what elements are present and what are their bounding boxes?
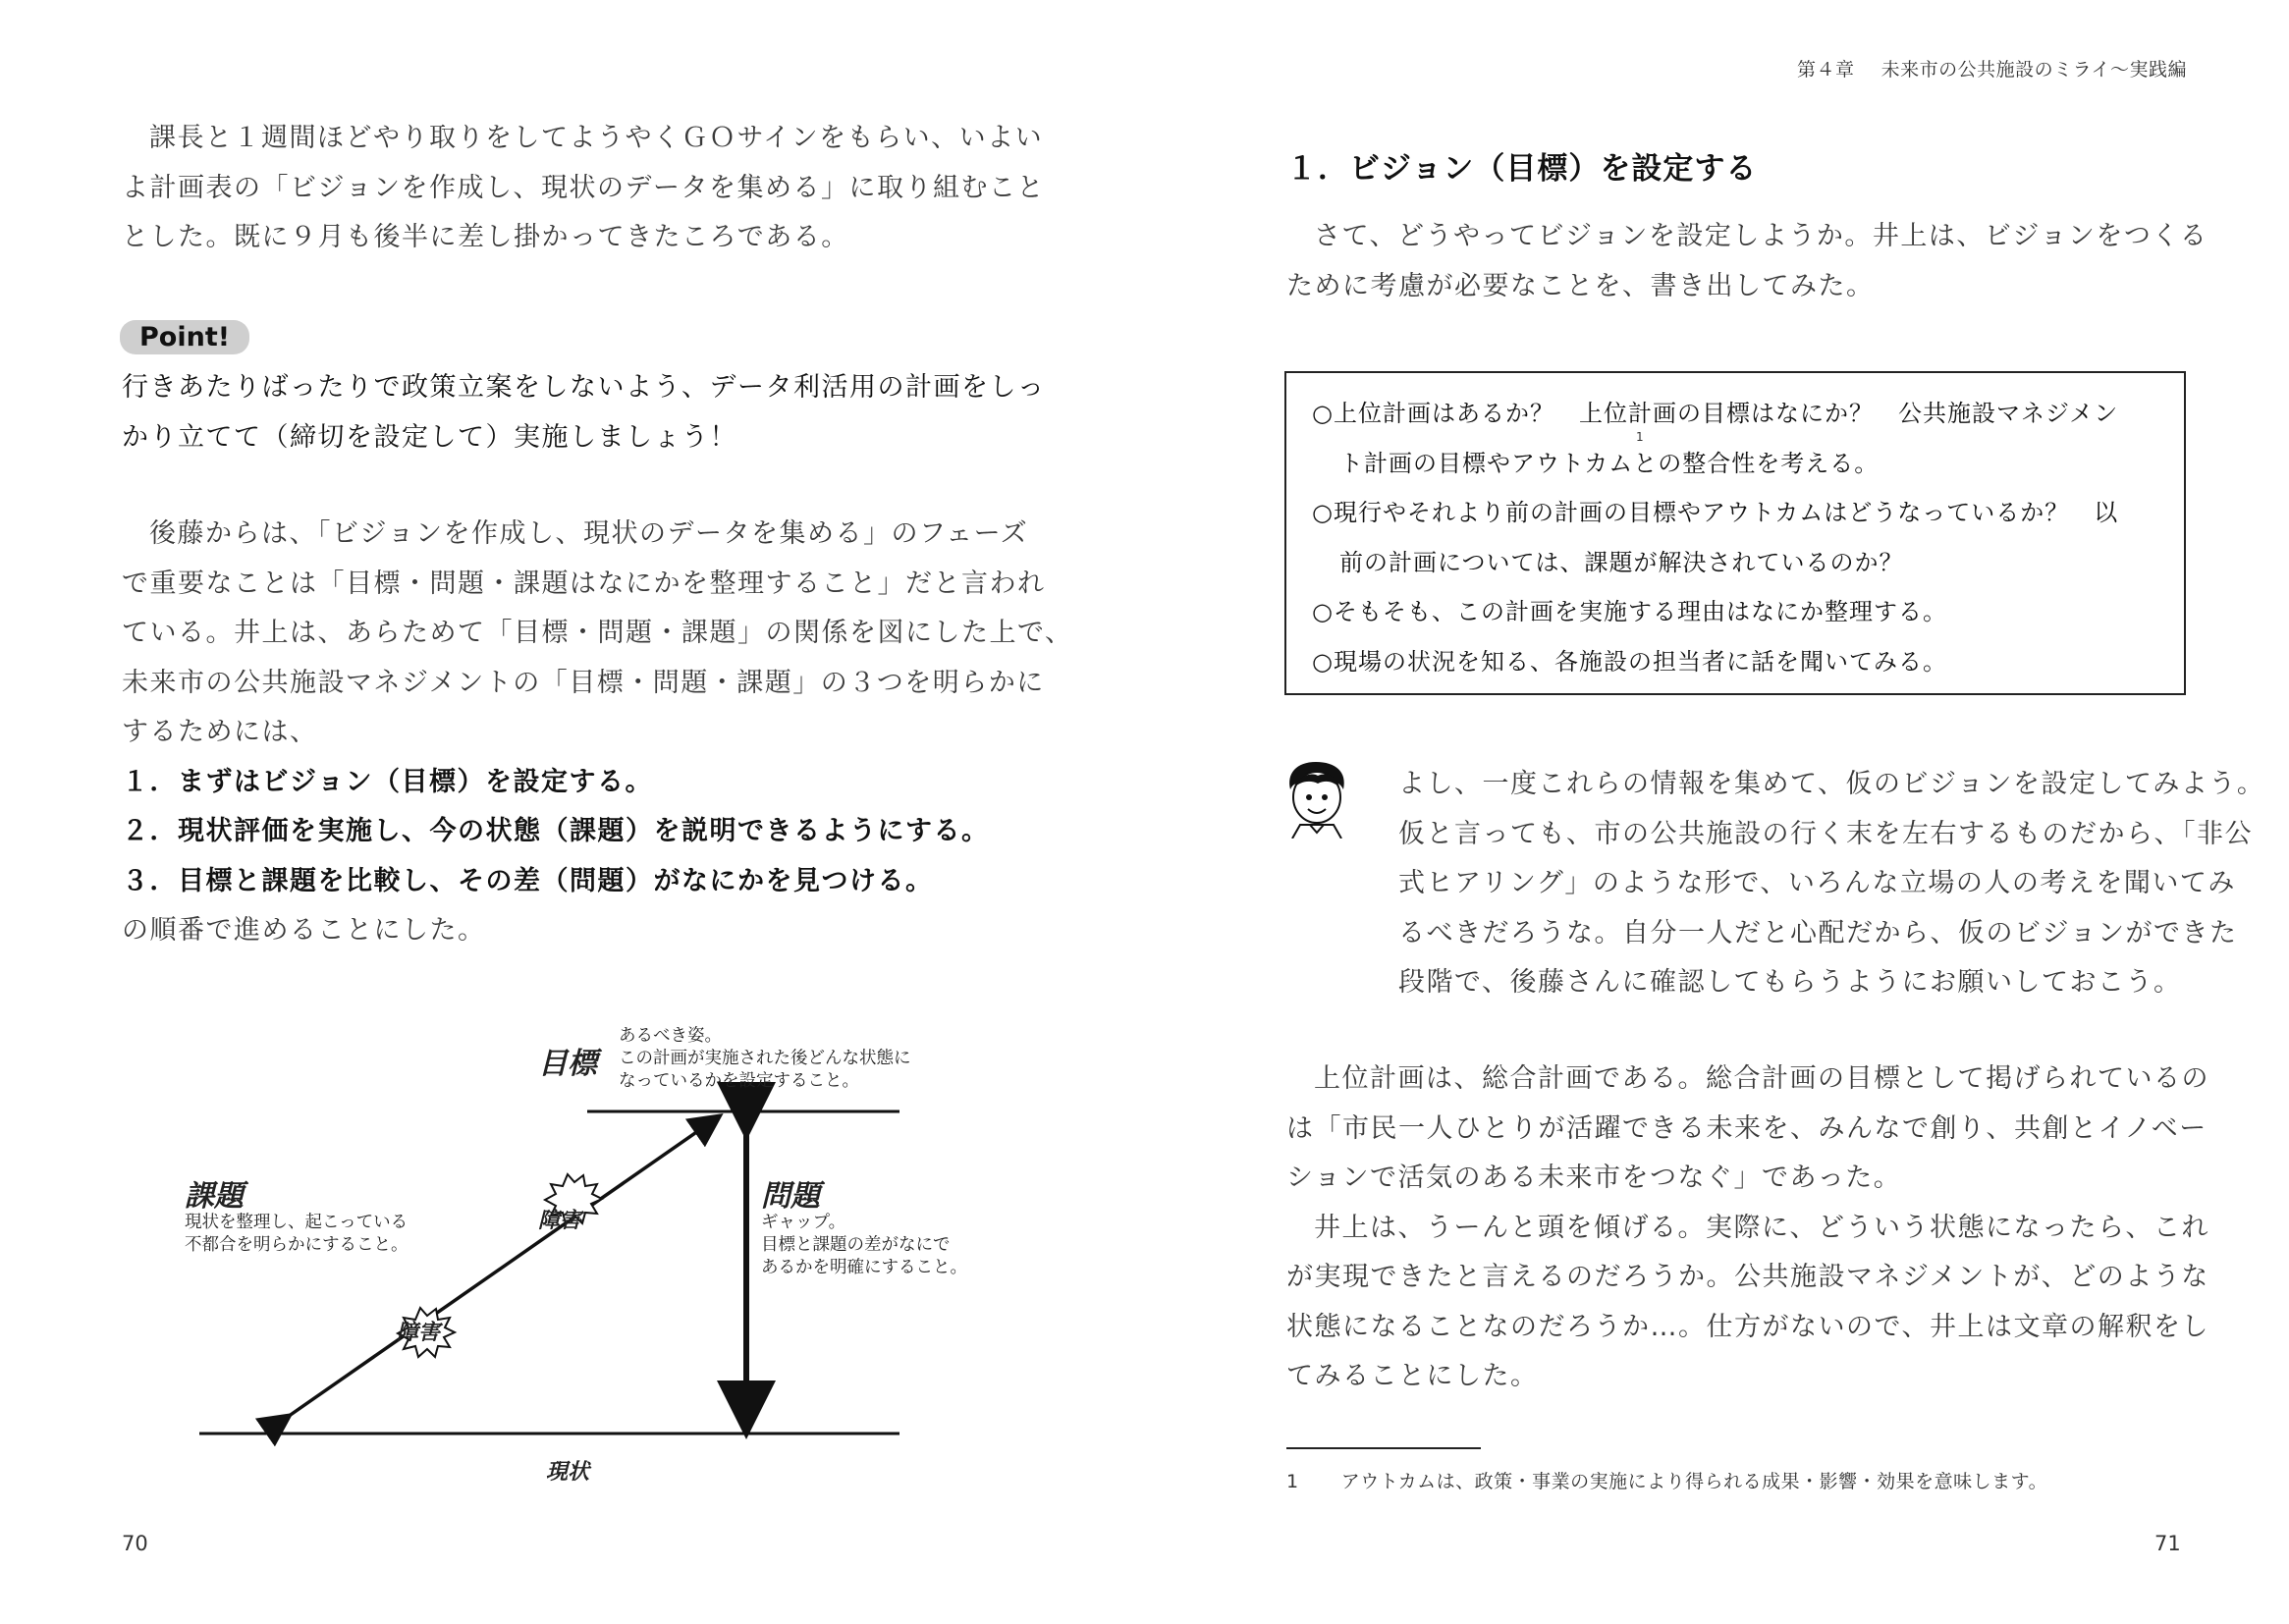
text-line: てみることにした。: [1286, 1361, 1539, 1391]
text-line: ギャップ。: [761, 1213, 846, 1232]
page-number-right: 71: [2154, 1532, 2181, 1555]
current-label: 現状: [546, 1460, 590, 1485]
box-line: ト計画の目標やアウトカムとの整合性を考える。: [1339, 449, 1880, 477]
problem-title: 問題: [761, 1179, 820, 1214]
text-line: よ計画表の「ビジョンを作成し、現状のデータを集める」に取り組むこと: [122, 172, 1045, 203]
text-line: よし、一度これらの情報を集めて、仮のビジョンを設定してみよう。: [1398, 769, 2265, 799]
text-line: 状態になることなのだろうか…。仕方がないので、井上は文章の解釈をし: [1286, 1311, 2209, 1342]
text-line: とした。既に９月も後半に差し掛かってきたころである。: [122, 222, 849, 252]
text-line: るべきだろうな。自分一人だと心配だから、仮のビジョンができた: [1398, 917, 2238, 948]
point-badge: Point!: [120, 320, 249, 354]
text-line: なっているかを設定すること。: [619, 1071, 859, 1091]
text-line: この計画が実施された後どんな状態に: [619, 1049, 911, 1068]
obstacle-label-2: 障害: [397, 1321, 441, 1345]
text-line: 不都合を明らかにすること。: [185, 1235, 409, 1255]
text-line: あるかを明確にすること。: [761, 1258, 967, 1277]
text-line: 課長と１週間ほどやり取りをしてようやくＧＯサインをもらい、いよい: [149, 123, 1044, 153]
text-line: 上位計画は、総合計画である。総合計画の目標として掲げられているの: [1314, 1063, 2209, 1094]
step-2: ２．現状評価を実施し、今の状態（課題）を説明できるようにする。: [122, 816, 990, 846]
section-title: １．ビジョン（目標）を設定する: [1286, 151, 1758, 187]
text-line: 現状を整理し、起こっている: [185, 1213, 409, 1232]
text-line: で重要なことは「目標・問題・課題はなにかを整理すること」だと言われ: [122, 568, 1046, 599]
goal-title: 目標: [538, 1047, 597, 1081]
text-line: ために考慮が必要なことを、書き出してみた。: [1286, 270, 1875, 301]
text-line: ションで活気のある未来市をつなぐ」であった。: [1286, 1163, 1902, 1193]
goal-description: [619, 1025, 911, 1093]
footnote-ref: 1: [1636, 430, 1644, 444]
text-line: かり立てて（締切を設定して）実施しましょう！: [122, 421, 737, 453]
text-line: 目標と課題の差がなにで: [761, 1235, 951, 1255]
problem-description: [761, 1212, 967, 1279]
text-line: さて、どうやってビジョンを設定しようか。井上は、ビジョンをつくる: [1314, 221, 2208, 251]
text-line: 未来市の公共施設マネジメントの「目標・問題・課題」の３つを明らかに: [122, 667, 1045, 698]
box-line: ○そもそも、この計画を実施する理由はなにか整理する。: [1312, 598, 1947, 625]
considerations-box: [1284, 371, 2186, 695]
text-line: するためには、: [122, 717, 318, 747]
character-avatar: [1282, 758, 1351, 839]
point-text: [122, 363, 1046, 462]
right-body: [1286, 1055, 2209, 1402]
box-line: ○現場の状況を知る、各施設の担当者に話を聞いてみる。: [1312, 647, 1947, 676]
chapter-title: 未来市の公共施設のミライ〜実践編: [1880, 59, 2188, 81]
text-line: は「市民一人ひとりが活躍できる未来を、みんなで創り、共創とイノベー: [1286, 1112, 2207, 1144]
text-line: 仮と言っても、市の公共施設の行く末を左右するものだから、「非公: [1398, 818, 2253, 849]
footnote-number: 1: [1286, 1471, 1299, 1492]
left-intro: [122, 114, 1045, 263]
box-line: ○現行やそれより前の計画の目標やアウトカムはどうなっているか？ 以: [1312, 499, 2119, 526]
footnote: [1286, 1467, 2047, 1493]
issue-arrow: [285, 1119, 715, 1419]
box-line: 前の計画については、課題が解決されているのか？: [1339, 548, 1904, 576]
step-3: ３．目標と課題を比較し、その差（問題）がなにかを見つける。: [122, 865, 934, 896]
right-intro: [1286, 212, 2208, 311]
text-line: ている。井上は、あらためて「目標・問題・課題」の関係を図にした上で、: [122, 618, 1073, 648]
text-line: 段階で、後藤さんに確認してもらうようにお願いしておこう。: [1398, 967, 2182, 998]
footnote-rule: [1286, 1447, 1481, 1449]
step-1: １．まずはビジョン（目標）を設定する。: [122, 766, 653, 797]
box-line: ○上位計画はあるか？ 上位計画の目標はなにか？ 公共施設マネジメン: [1312, 400, 2119, 427]
text-line: あるべき姿。: [619, 1026, 722, 1046]
text-line: が実現できたと言えるのだろうか。公共施設マネジメントが、どのような: [1286, 1262, 2209, 1292]
left-body: [122, 510, 1073, 956]
text-line: 井上は、うーんと頭を傾げる。実際に、どういう状態になったら、これ: [1314, 1212, 2209, 1243]
text-line: 後藤からは、「ビジョンを作成し、現状のデータを集める」のフェーズ: [149, 518, 1029, 549]
issue-description: [185, 1212, 409, 1257]
text-line: 式ヒアリング」のような形で、いろんな立場の人の考えを聞いてみ: [1398, 868, 2236, 898]
chapter-number: 第４章: [1797, 59, 1855, 81]
issue-title: 課題: [185, 1179, 244, 1214]
running-header: [1797, 55, 2187, 81]
obstacle-label-1: 障害: [538, 1209, 582, 1233]
text-line: の順番で進めることにした。: [122, 915, 486, 946]
page-number-left: 70: [122, 1532, 148, 1555]
footnote-text: アウトカムは、政策・事業の実施により得られる成果・影響・効果を意味します。: [1340, 1471, 2048, 1492]
character-speech: [1398, 760, 2265, 1008]
text-line: 行きあたりばったりで政策立案をしないよう、データ利活用の計画をしっ: [122, 372, 1046, 403]
